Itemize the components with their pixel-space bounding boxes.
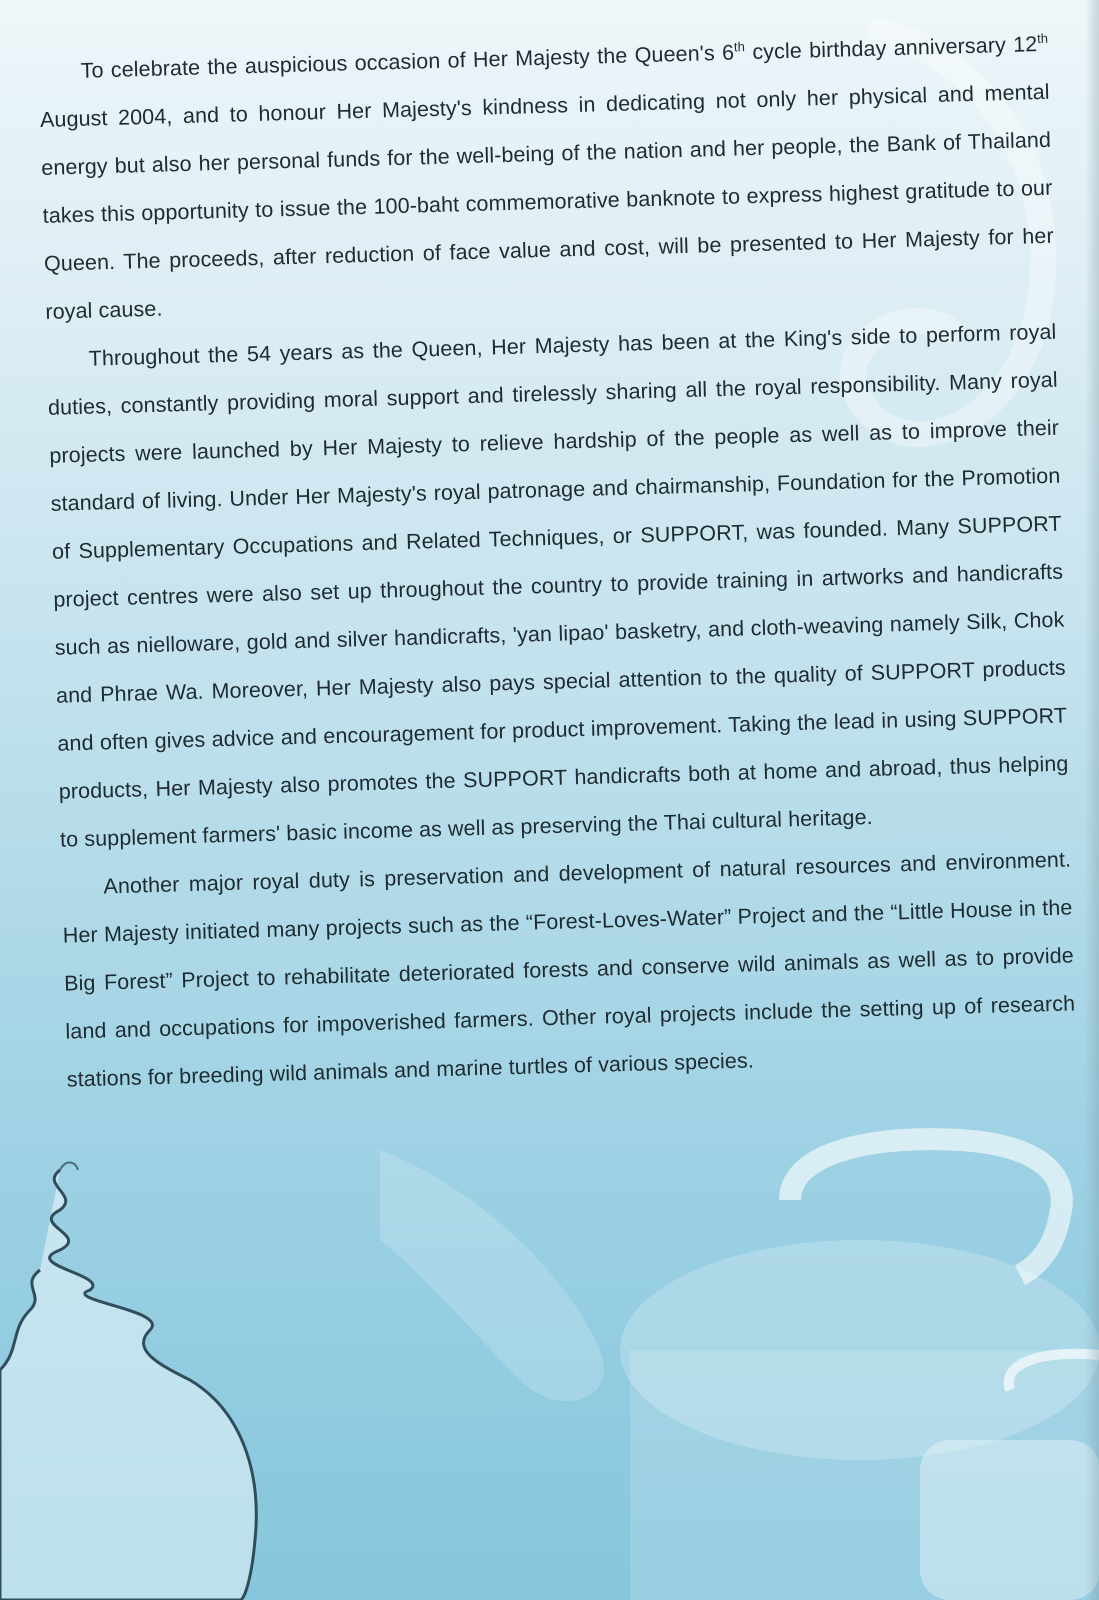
ordinal-suffix-1: th bbox=[733, 39, 746, 55]
paragraph-2: Throughout the 54 years as the Queen, Her Majesty has been at the King's side to perform royal duties, constantly providing moral support and tirelessly sharing all the royal responsibility. Many royal projects were launched by Her Majesty to relieve hardship of the people as well as to improve their standard of living. Under Her Majesty's royal patronage and chairmanship, Foundation for the Promotion of Supplementary Occupations and Related Techniques, or SUPPORT, was founded. Many SUPPORT project centres were also set up throughout the country to provide training in artworks and handicrafts such as nielloware, gold and silver handicrafts, 'yan lipao' basketry, and cloth-weaving namely Silk, Chok and Phrae Wa. Moreover, Her Majesty also pays special attention to the quality of SUPPORT products and often gives advice and encouragement for product improvement. Taking the lead in using SUPPORT products, Her Majesty also promotes the SUPPORT handicrafts both at home and abroad, thus helping to supplement farmers' basic income as well as preserving the Thai cultural heritage. bbox=[47, 319, 1069, 852]
paragraph-1 bbox=[38, 20, 1056, 336]
hand-silhouette bbox=[380, 1150, 604, 1401]
page-edge-shadow bbox=[1085, 0, 1099, 1600]
paragraph-3: Another major royal duty is preservation and development of natural resources and environment. Her Majesty initiated many projects such as the “Forest-Loves-Water” Project and the “Little House in the Big Forest” Project to rehabilitate deteriorated forests and conserve wild animals as well as to provide land and occupations for impoverished farmers. Other royal projects include the setting up of research stations for breeding wild animals and marine turtles of various species. bbox=[62, 847, 1076, 1092]
paragraph-1-text-a: To celebrate the auspicious occasion of Her Majesty the Queen's 6 bbox=[80, 40, 735, 83]
document-text bbox=[38, 20, 1077, 1104]
paragraph-1-text-b: cycle birthday anniversary 12 bbox=[744, 32, 1038, 65]
paragraph-1-text-c: August 2004, and to honour Her Majesty's kindness in dedicating not only her physical and mental energy but also her personal funds for the well-being of the nation and her people, the Bank of Thailand takes this opportunity to issue the 100-baht commemorative banknote to express highest gratitude to our Queen. The proceeds, after reduction of face value and cost, will be presented to Her Majesty for her royal cause. bbox=[39, 79, 1054, 324]
vase-illustration bbox=[0, 1163, 256, 1600]
ordinal-suffix-2: th bbox=[1036, 30, 1049, 46]
